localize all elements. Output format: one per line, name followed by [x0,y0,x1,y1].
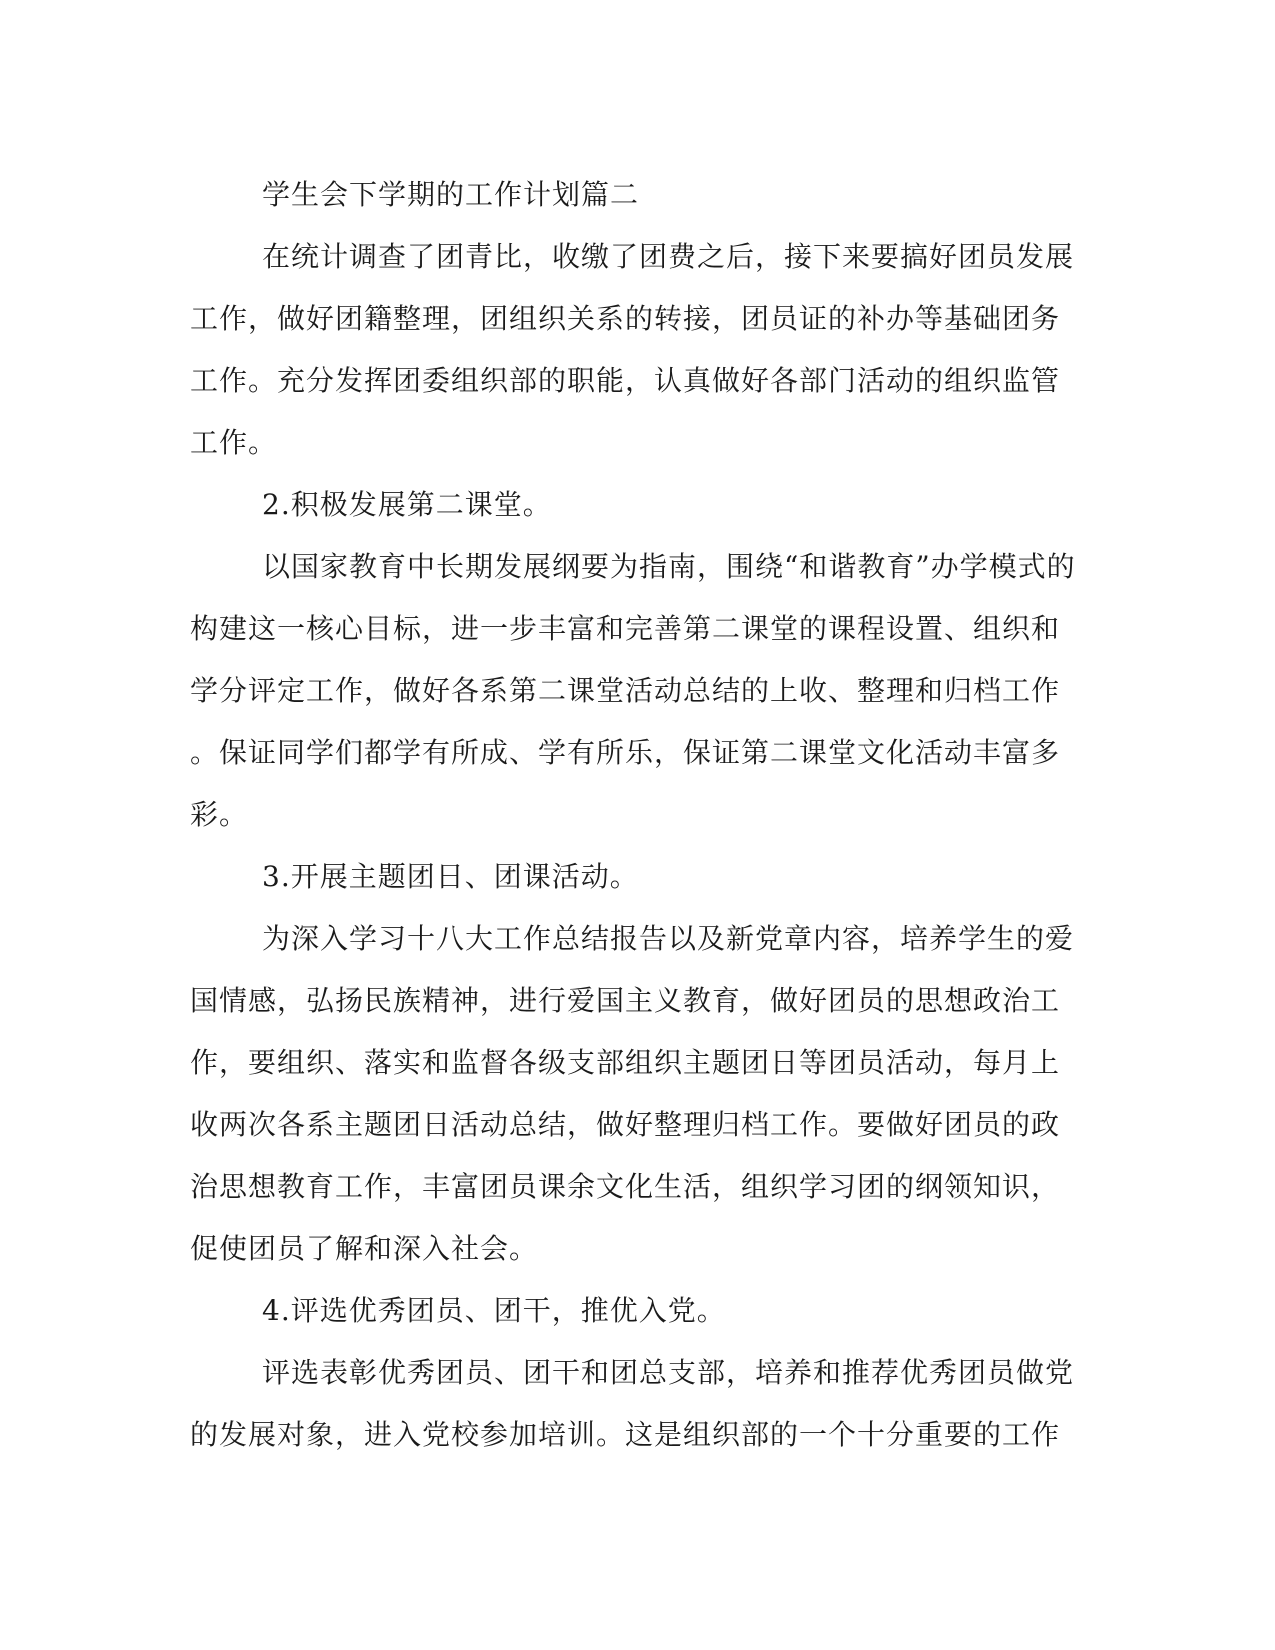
paragraph-line: 以国家教育中长期发展纲要为指南，围绕“和谐教育”办学模式的 [262,550,1076,583]
paragraph-line: 。保证同学们都学有所成、学有所乐，保证第二课堂文化活动丰富多 [190,736,1061,769]
paragraph-line: 学分评定工作，做好各系第二课堂活动总结的上收、整理和归档工作 [190,674,1061,707]
paragraph-2 [190,536,1075,846]
paragraph-line: 构建这一核心目标，进一步丰富和完善第二课堂的课程设置、组织和 [190,612,1061,645]
paragraph-line: 在统计调查了团青比，收缴了团费之后，接下来要搞好团员发展 [262,240,1075,273]
section-heading-2: 2.积极发展第二课堂。 [262,488,552,521]
section-heading-4: 4.评选优秀团员、团干，推优入党。 [262,1294,726,1327]
paragraph-line: 作，要组织、落实和监督各级支部组织主题团日等团员活动，每月上 [190,1046,1061,1079]
paragraph-line: 工作。充分发挥团委组织部的职能，认真做好各部门活动的组织监管 [190,364,1061,397]
paragraph-line: 国情感，弘扬民族精神，进行爱国主义教育，做好团员的思想政治工 [190,984,1061,1017]
paragraph-line: 收两次各系主题团日活动总结，做好整理归档工作。要做好团员的政 [190,1108,1061,1141]
paragraph-line: 治思想教育工作，丰富团员课余文化生活，组织学习团的纲领知识， [190,1170,1061,1203]
paragraph-line: 的发展对象，进入党校参加培训。这是组织部的一个十分重要的工作 [190,1418,1061,1451]
paragraph-line: 为深入学习十八大工作总结报告以及新党章内容，培养学生的爱 [262,922,1075,955]
paragraph-line: 彩。 [190,798,249,831]
paragraph-4 [190,1342,1075,1466]
document-body [190,164,1075,1466]
paragraph-line: 工作，做好团籍整理，团组织关系的转接，团员证的补办等基础团务 [190,302,1061,335]
paragraph-line: 促使团员了解和深入社会。 [190,1232,539,1265]
section-heading-3: 3.开展主题团日、团课活动。 [262,860,639,893]
document-title: 学生会下学期的工作计划篇二 [262,178,640,211]
paragraph-1 [190,226,1075,474]
paragraph-line: 工作。 [190,426,278,459]
paragraph-3 [190,908,1075,1280]
paragraph-line: 评选表彰优秀团员、团干和团总支部，培养和推荐优秀团员做党 [262,1356,1075,1389]
